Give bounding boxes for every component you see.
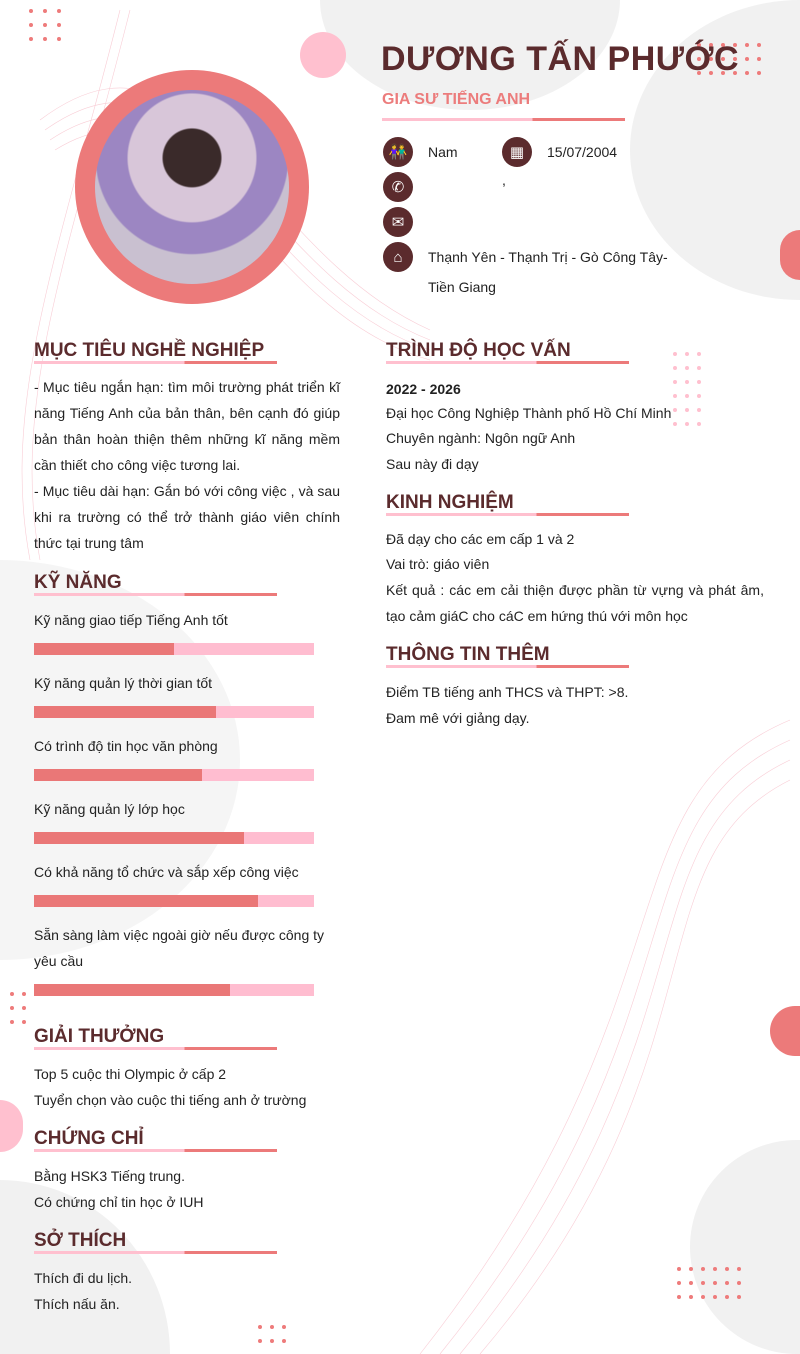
heading-underline xyxy=(34,1251,277,1254)
skill-label: Có khả năng tổ chức và sắp xếp công việc xyxy=(34,864,299,880)
skill-label: Kỹ năng quản lý lớp học xyxy=(34,801,185,817)
extra-heading: THÔNG TIN THÊM xyxy=(386,644,550,665)
experience-line: Vai trò: giáo viên xyxy=(386,556,490,572)
dot-grid xyxy=(253,1320,289,1348)
certificate-item: Bằng HSK3 Tiếng trung. xyxy=(34,1168,185,1184)
candidate-name: DƯƠNG TẤN PHƯỚC xyxy=(381,40,740,78)
objective-short: - Mục tiêu ngắn hạn: tìm môi trường phát triển kĩ năng Tiếng Anh của bản thân, bên cạnh đó giúp bản thân hoàn thiện thêm những kĩ năng mềm cần thiết cho công việc tương lai. xyxy=(34,379,340,473)
skill-level-bar xyxy=(34,706,314,718)
heading-underline xyxy=(386,513,629,516)
skill-level-bar xyxy=(34,832,314,844)
avatar xyxy=(95,90,289,284)
dot-grid xyxy=(672,1262,744,1304)
gender-value: Nam xyxy=(428,144,458,160)
skill-level-fill xyxy=(34,706,216,718)
skill-level-fill xyxy=(34,643,174,655)
hobby-item: Thích nấu ăn. xyxy=(34,1296,120,1312)
skill-label: Kỹ năng giao tiếp Tiếng Anh tốt xyxy=(34,612,228,628)
address-line1: Thạnh Yên - Thạnh Trị - Gò Công Tây- xyxy=(428,249,668,265)
birthday-value: 15/07/2004 xyxy=(547,144,618,160)
skill-level-fill xyxy=(34,984,230,996)
address-line2: Tiền Giang xyxy=(428,279,496,295)
heading-underline xyxy=(34,593,277,596)
pink-circle xyxy=(300,32,346,78)
heading-underline xyxy=(34,1047,277,1050)
email-icon: ✉ xyxy=(383,207,413,237)
home-icon: ⌂ xyxy=(383,242,413,272)
experience-line: Đã dạy cho các em cấp 1 và 2 xyxy=(386,531,575,547)
title-underline xyxy=(382,118,625,121)
skill-level-bar xyxy=(34,643,314,655)
award-item: Top 5 cuộc thi Olympic ở cấp 2 xyxy=(34,1066,227,1082)
dot-grid xyxy=(5,987,29,1029)
heading-underline xyxy=(386,361,629,364)
skill-level-fill xyxy=(34,769,202,781)
extra-line: Điểm TB tiếng anh THCS và THPT: >8. xyxy=(386,684,629,700)
skill-label: Sẵn sàng làm việc ngoài giờ nếu được công ty yêu cầu xyxy=(34,927,325,969)
skill-label: Có trình độ tin học văn phòng xyxy=(34,738,218,754)
education-line: Chuyên ngành: Ngôn ngữ Anh xyxy=(386,430,576,446)
experience-result: Kết quả : các em cải thiện được phần từ vựng và phát âm, tạo cảm giáC cho cáC em hứng thú với môn học xyxy=(386,582,764,624)
experience-heading: KINH NGHIỆM xyxy=(386,492,514,513)
calendar-icon: ▦ xyxy=(502,137,532,167)
dot-grid xyxy=(24,4,66,46)
gender-icon: 👫 xyxy=(383,137,413,167)
dot-grid xyxy=(668,347,704,431)
skills-heading: KỸ NĂNG xyxy=(34,572,122,593)
skill-level-bar xyxy=(34,769,314,781)
award-item: Tuyển chọn vào cuộc thi tiếng anh ở trường xyxy=(34,1092,307,1108)
skill-label: Kỹ năng quản lý thời gian tốt xyxy=(34,675,213,691)
skill-level-bar xyxy=(34,895,314,907)
avatar-ring xyxy=(75,70,309,304)
phone-icon: ✆ xyxy=(383,172,413,202)
skill-level-fill xyxy=(34,832,244,844)
extra-line: Đam mê với giảng dạy. xyxy=(386,710,530,726)
objective-long: - Mục tiêu dài hạn: Gắn bó với công việc , và sau khi ra trường có thể trở thành giáo viên chính thức tại trung tâm xyxy=(34,483,340,551)
education-heading: TRÌNH ĐỘ HỌC VẤN xyxy=(386,340,571,361)
heading-underline xyxy=(34,361,277,364)
education-period: 2022 - 2026 xyxy=(386,381,461,397)
education-line: Đại học Công Nghiệp Thành phố Hồ Chí Minh xyxy=(386,405,672,421)
skill-level-bar xyxy=(34,984,314,996)
heading-underline xyxy=(34,1149,277,1152)
hobbies-heading: SỞ THÍCH xyxy=(34,1230,127,1251)
skill-level-fill xyxy=(34,895,258,907)
hobby-item: Thích đi du lịch. xyxy=(34,1270,133,1286)
phone-stray-mark: , xyxy=(502,172,506,188)
heading-underline xyxy=(386,665,629,668)
job-title: GIA SƯ TIẾNG ANH xyxy=(382,91,531,108)
education-line: Sau này đi dạy xyxy=(386,456,479,472)
certificate-item: Có chứng chỉ tin học ở IUH xyxy=(34,1194,204,1210)
objective-heading: MỤC TIÊU NGHỀ NGHIỆP xyxy=(34,340,265,361)
awards-heading: GIẢI THƯỞNG xyxy=(34,1026,165,1047)
certificates-heading: CHỨNG CHỈ xyxy=(34,1128,144,1149)
